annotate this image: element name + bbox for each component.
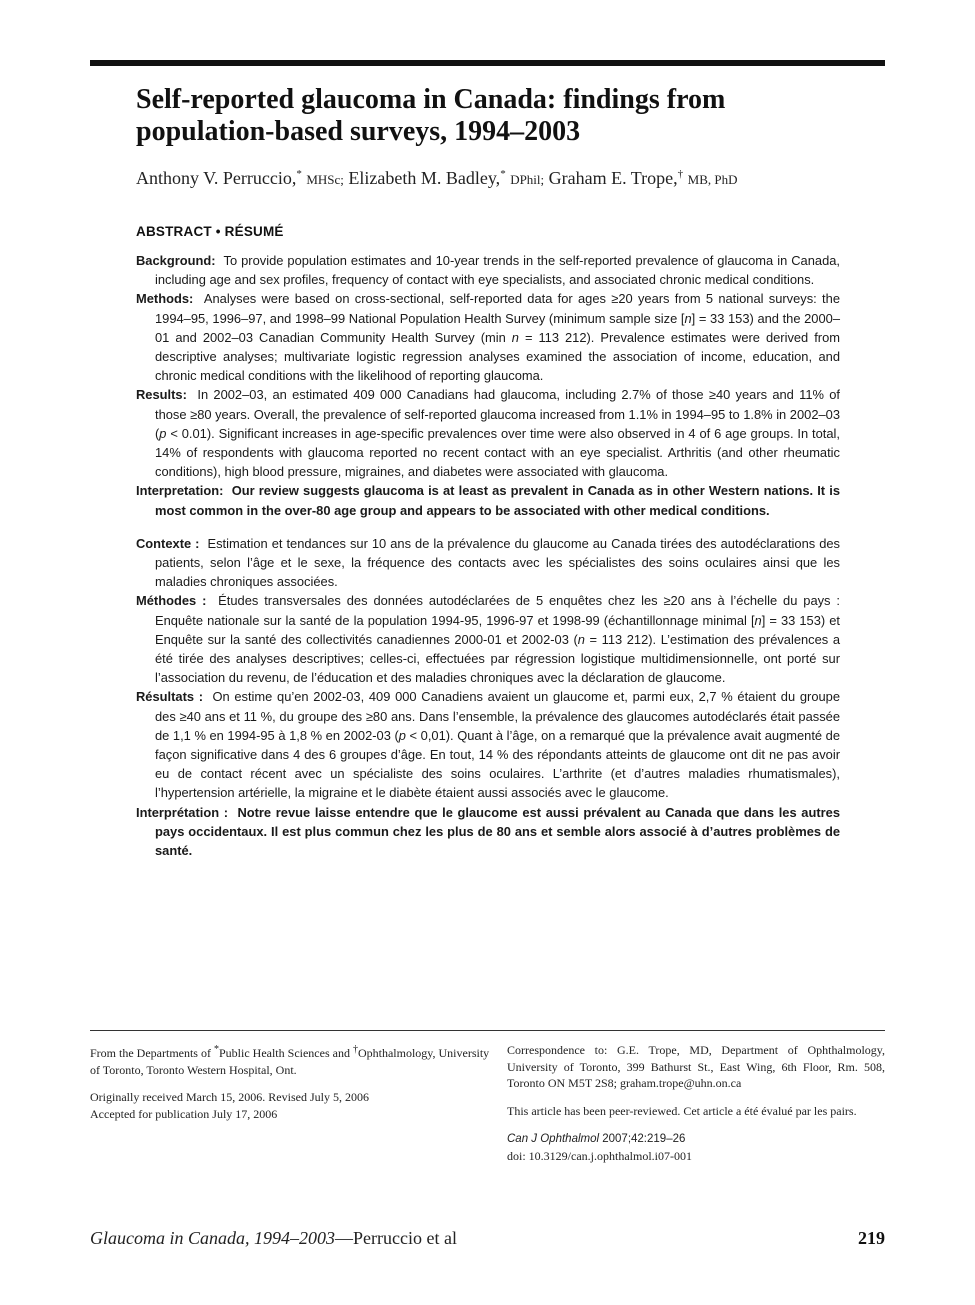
- accepted-date: Accepted for publication July 17, 2006: [90, 1106, 278, 1121]
- affiliation-note: [90, 1042, 490, 1078]
- author-degree: MHSc;: [306, 172, 344, 187]
- section-label: Results:: [136, 387, 187, 403]
- doi-link[interactable]: doi: 10.3129/can.j.ophthalmol.i07-001: [507, 1148, 692, 1163]
- abstract-heading: ABSTRACT • RÉSUMÉ: [136, 224, 284, 239]
- footnote-left-column: [90, 1042, 490, 1122]
- italic-symbol: n: [577, 631, 585, 647]
- section-label: Background:: [136, 253, 216, 268]
- section-text: Analyses were based on cross-sectional, self-reported data for ages ≥20 years from 5 national surveys: the 1994–95, 1996–97, and 1998–99 National Population Health Survey (minimum sample size [: [155, 291, 840, 326]
- top-rule: [90, 60, 885, 66]
- resume-contexte: [136, 534, 840, 592]
- author-mark: †: [677, 168, 684, 180]
- italic-symbol: n: [511, 329, 519, 345]
- resume-methodes: [136, 591, 840, 687]
- section-text: = 113 212). L’estimation des prévalences a été tirée des analyses descriptives; celles-ci, effectuées par régression logistique multidimensionnelle, ont porté sur l’association du revenu, de l’éducation et des maladies chroniques avec la déclaration de glaucome.: [155, 631, 840, 686]
- section-text: = 113 212). Prevalence estimates were derived from descriptive analyses; multivariate logistic regression analyses examined the association of income, education, and chronic medical conditions with the likelihood of reporting glaucoma.: [155, 329, 840, 384]
- running-footer: [90, 1228, 457, 1249]
- section-label: Méthodes :: [136, 593, 207, 609]
- running-title: Glaucoma in Canada, 1994–2003: [90, 1228, 335, 1248]
- author-degree: MB, PhD: [687, 172, 738, 187]
- running-authors: —Perruccio et al: [335, 1228, 457, 1248]
- peer-review-note: This article has been peer-reviewed. Cet article a été évalué par les pairs.: [507, 1103, 857, 1118]
- resume-resultats: [136, 687, 840, 802]
- section-label: Contexte :: [136, 535, 200, 551]
- section-text: Estimation et tendances sur 10 ans de la prévalence du glaucome au Canada tirées des autodéclarations des patients, selon l’âge et le sexe, la fréquence des contacts avec les spécialistes des soins oculaires ainsi que les maladies chroniques associées.: [155, 535, 841, 590]
- resume-interpretation: [136, 803, 840, 861]
- abstract-results: [136, 385, 840, 481]
- note-mark: *: [213, 1044, 219, 1055]
- abstract-background: [136, 251, 840, 289]
- received-date: Originally received March 15, 2006. Revised July 5, 2006: [90, 1090, 369, 1104]
- journal-citation: [507, 1130, 885, 1148]
- italic-symbol: n: [754, 612, 762, 628]
- journal-name: Can J Ophthalmol: [507, 1133, 600, 1145]
- abstract-interpretation: [136, 481, 840, 519]
- author-degree: DPhil;: [510, 172, 545, 187]
- note-text: From the Departments of: [90, 1046, 214, 1060]
- note-mark: †: [352, 1044, 358, 1055]
- section-text: ] = 33 153) et Enquête sur la santé des collectivités canadiennes 2000-01 et 2002-03 (: [155, 612, 840, 647]
- page-number: 219: [858, 1228, 885, 1248]
- section-label: Methods:: [136, 291, 194, 307]
- section-text: Études transversales des données autodéclarées de 5 enquêtes chez les ≥20 ans à l’échelle du pays : Enquête nationale sur la santé de la population 1994-95, 1996-97 et 1998-99 (échantillonnage minimal [: [155, 593, 840, 628]
- author-mark: *: [296, 168, 302, 180]
- note-text: Public Health Sciences and: [218, 1046, 353, 1060]
- section-text: To provide population estimates and 10-year trends in the self-reported prevalence of glaucoma in Canada, including age and sex profiles, frequency of contact with eye specialists, and associated chronic medical conditions.: [155, 253, 840, 288]
- section-text: On estime qu’en 2002-03, 409 000 Canadiens avaient un glaucome et, parmi eux, 2,7 % étaient du groupe des ≥40 ans et 11 %, du groupe des ≥80 ans. Dans l’ensemble, la prévalence des glaucomes autodéclarés était passée de 1,1 % en 1994-95 à 1,8 % en 2002-03 (: [155, 689, 840, 743]
- correspondence-note: Correspondence to: G.E. Trope, MD, Department of Ophthalmology, University of Toronto, 399 Bathurst St., East Wing, 6th Floor, Rm. 508, Toronto ON M5T 2S8; graham.trope@uhn.on.ca: [507, 1043, 885, 1090]
- footnote-rule: [90, 1030, 885, 1031]
- italic-symbol: p: [398, 727, 406, 743]
- abstract-body: [136, 251, 840, 860]
- section-label: Résultats :: [136, 689, 204, 705]
- author-name: Graham E. Trope,: [548, 168, 678, 188]
- section-text: < 0.01). Significant increases in age-specific prevalences over time were also observed in 4 of 6 age groups. In total, 14% of respondents with glaucoma reported no recent contact with an eye specialist. Arthritis (and other rheumatic conditions), high blood pressure, migraines, and diabetes were associated with glaucoma.: [155, 425, 840, 480]
- french-abstract: [136, 534, 840, 860]
- footnote-right-column: [507, 1042, 885, 1164]
- author-mark: *: [500, 168, 506, 180]
- section-text: Notre revue laisse entendre que le glaucome est aussi prévalent au Canada que dans les autres pays occidentaux. Il est plus commun chez les plus de 80 ans et semble alors associé à d’autres problèmes de santé.: [155, 804, 840, 859]
- article-title: Self-reported glaucoma in Canada: findings from population-based surveys, 1994–2003: [136, 84, 726, 147]
- author-name: Elizabeth M. Badley,: [348, 168, 501, 188]
- note-text: Ophthalmology, University of Toronto, Toronto Western Hospital, Ont.: [90, 1046, 490, 1077]
- section-text: Our review suggests glaucoma is at least as prevalent in Canada as in other Western nations. It is most common in the over-80 age group and appears to be associated with other medical conditions.: [155, 483, 841, 518]
- section-label: Interpretation:: [136, 483, 224, 499]
- section-label: Interprétation :: [136, 804, 229, 820]
- abstract-methods: [136, 289, 840, 385]
- author-name: Anthony V. Perruccio,: [136, 168, 297, 188]
- author-list: [136, 162, 856, 192]
- italic-symbol: n: [684, 310, 692, 326]
- section-text: ] = 33 153) and the 2000–01 and 2002–03 Canadian Community Health Survey (min: [155, 310, 840, 345]
- citation-volume: 2007;42:219–26: [599, 1133, 686, 1145]
- section-text: In 2002–03, an estimated 409 000 Canadians had glaucoma, including 2.7% of those ≥40 years and 11% of those ≥80 years. Overall, the prevalence of self-reported glaucoma increased from 1.1% in 1994–95 to 1.8% in 2002–03 (: [155, 387, 840, 441]
- italic-symbol: p: [159, 425, 167, 441]
- section-text: < 0,01). Quant à l’âge, on a remarqué que la prévalence avait augmenté de façon significative dans 4 des 6 groupes d’âge. En tout, 14 % des répondants atteints de glaucome ont dit ne pas avoir eu de contact récent avec un spécialiste des soins oculaires. L’arthrite (et d’autres maladies rhumatismales), l’hypertension artérielle, la migraine et le diabète étaient aussi associés avec le glaucome.: [155, 727, 841, 801]
